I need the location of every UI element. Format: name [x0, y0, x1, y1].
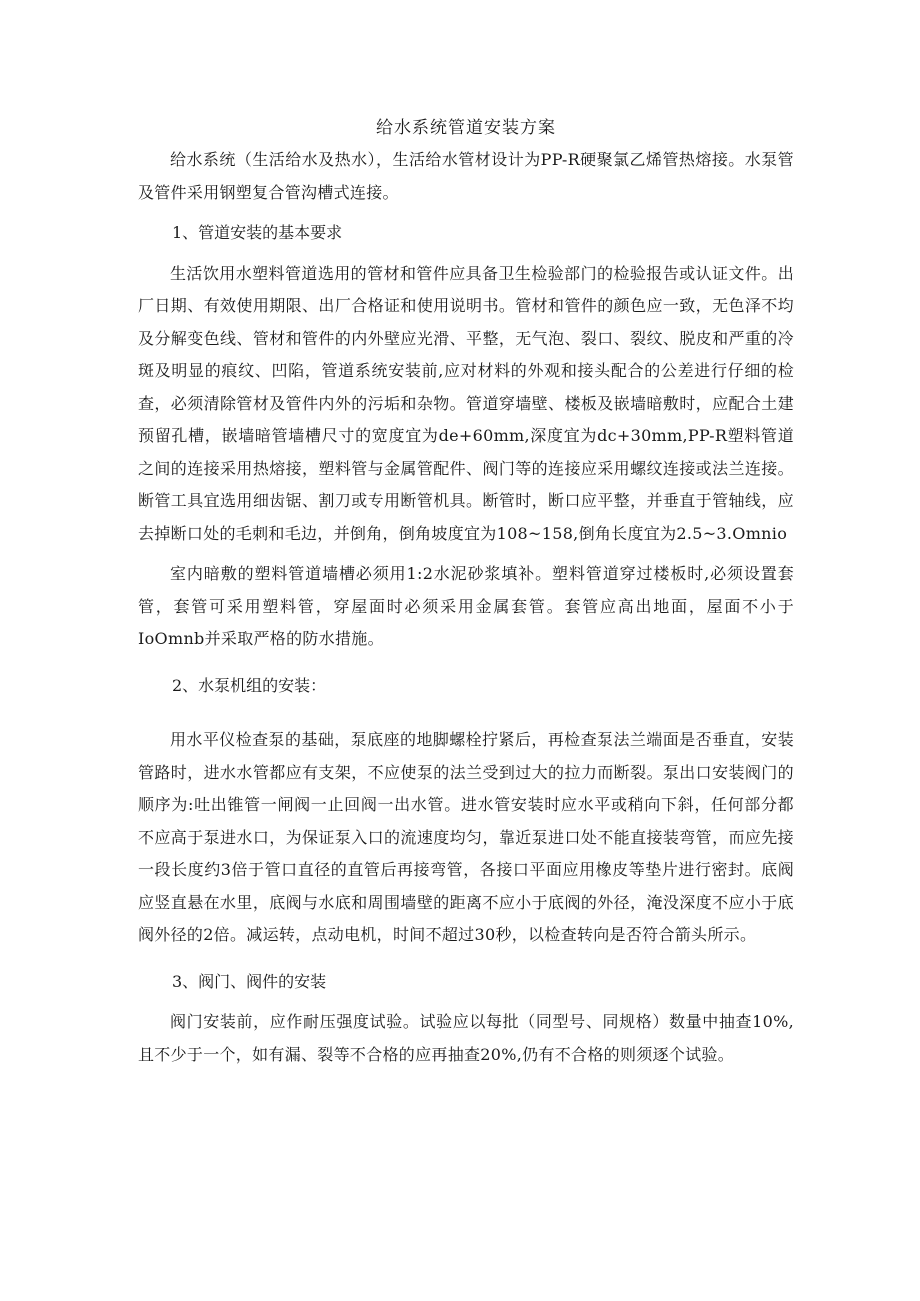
- section-2-paragraph-1: 用水平仪检查泵的基础，泵底座的地脚螺栓拧紧后，再检查泵法兰端面是否垂直，安装管路时，进水水管都应有支架，不应使泵的法兰受到过大的拉力而断裂。泵出口安装阀门的顺序为:吐出锥管一闸阀一止回阀一出水管。进水管安装时应水平或稍向下斜，任何部分都不应高于泵进水口，为保证泵入口的流速度均匀，靠近泵进口处不能直接装弯管，而应先接一段长度约3倍于管口直径的直管后再接弯管，各接口平面应用橡皮等垫片进行密封。底阀应竖直悬在水里，底阀与水底和周围墙壁的距离不应小于底阀的外径，淹没深度不应小于底阀外径的2倍。减运转，点动电机，时间不超过30秒，以检查转向是否符合箭头所示。: [138, 730, 794, 944]
- intro-paragraph: 给水系统（生活给水及热水），生活给水管材设计为PP-R硬聚氯乙烯管热熔接。水泵管及管件采用钢塑复合管沟槽式连接。: [138, 150, 794, 202]
- section-heading-basic-requirements: 1、管道安装的基本要求: [172, 223, 343, 242]
- section-heading-valve-installation: 3、阀门、阀件的安装: [172, 971, 327, 991]
- section-1-paragraph-2: 室内暗敷的塑料管道墙槽必须用1:2水泥砂浆填补。塑料管道穿过楼板时,必须设置套管，套管可采用塑料管，穿屋面时必须采用金属套管。套管应高出地面，屋面不小于IoOmnb并采取严格的防水措施。: [138, 564, 794, 648]
- section-1-paragraph-1: 生活饮用水塑料管道选用的管材和管件应具备卫生检验部门的检验报告或认证文件。出厂日期、有效使用期限、出厂合格证和使用说明书。管材和管件的颜色应一致，无色泽不均及分解变色线、管材和管件的内外壁应光滑、平整，无气泡、裂口、裂纹、脱皮和严重的冷斑及明显的痕纹、凹陷，管道系统安装前,应对材料的外观和接头配合的公差进行仔细的检查，必须清除管材及管件内外的污垢和杂物。管道穿墙壁、楼板及嵌墙暗敷时，应配合土建预留孔槽，嵌墙暗管墙槽尺寸的宽度宜为de+60mm,深度宜为dc+30mm,PP-R塑料管道之间的连接采用热熔接，塑料管与金属管配件、阀门等的连接应采用螺纹连接或法兰连接。断管工具宜选用细齿锯、割刀或专用断管机具。断管时，断口应平整，并垂直于管轴线，应去掉断口处的毛刺和毛边，并倒角，倒角坡度宜为108~158,倒角长度宜为2.5~3.Omnio: [138, 263, 794, 543]
- section-heading-pump-installation: 2、水泵机组的安装：: [172, 675, 327, 695]
- document-title: 给水系统管道安装方案: [376, 118, 556, 138]
- document-body: [138, 112, 794, 1071]
- section-3-paragraph-1: 阀门安装前，应作耐压强度试验。试验应以每批（同型号、同规格）数量中抽查10%,且不少于一个，如有漏、裂等不合格的应再抽查20%,仍有不合格的则须逐个试验。: [138, 1012, 794, 1064]
